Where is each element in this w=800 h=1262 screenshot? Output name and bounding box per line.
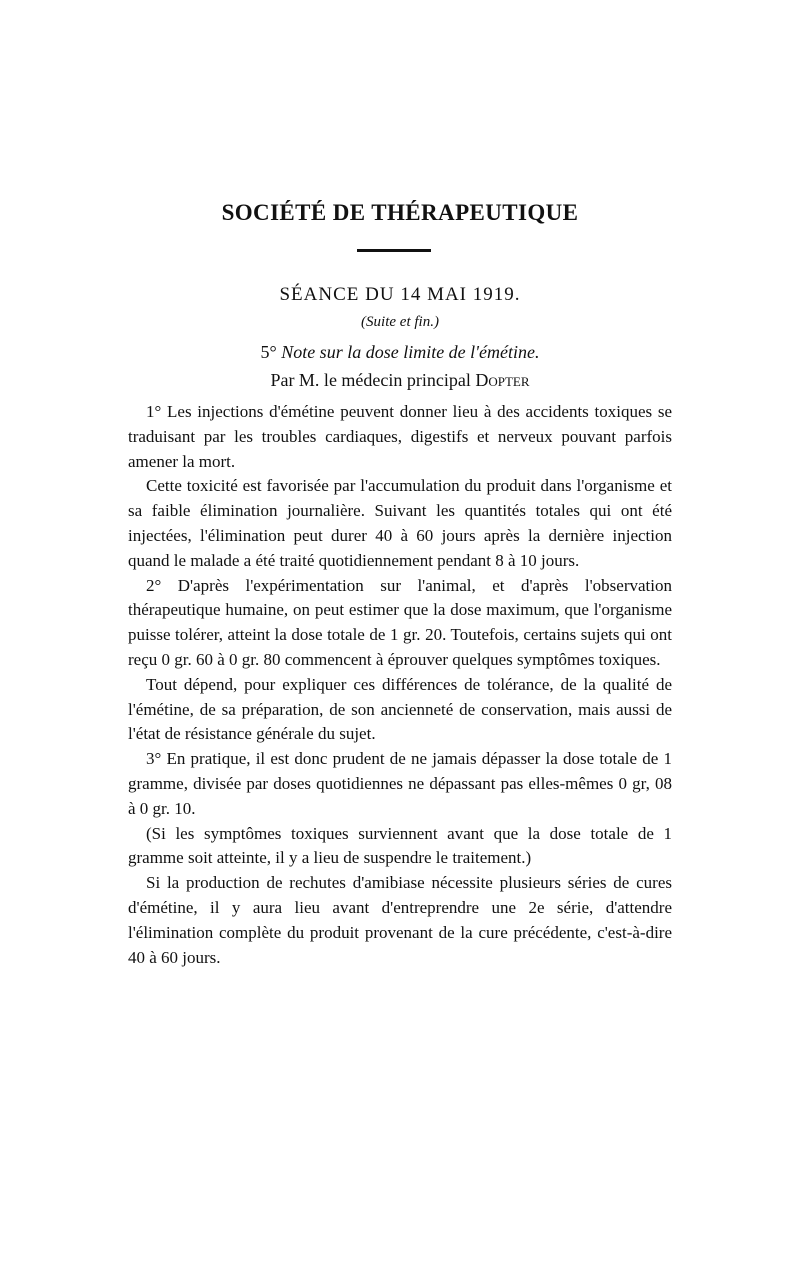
- paragraph-5: 3° En pratique, il est donc prudent de ne jamais dépasser la dose totale de 1 gramme, divisée par doses quotidiennes ne dépassant pas elles-mêmes 0 gr, 08 à 0 gr. 10.: [128, 749, 672, 818]
- author-name: Dopter: [475, 370, 530, 390]
- paragraph-3: 2° D'après l'expérimentation sur l'animal, et d'après l'observation thérapeutique humaine, on peut estimer que la dose maximum, que l'organisme puisse tolérer, atteint la dose totale de 1 gr. 20. Toutefois, certains sujets qui ont reçu 0 gr. 60 à 0 gr. 80 commencent à éprouver quelques symptômes toxiques.: [128, 575, 672, 669]
- page-heading: SOCIÉTÉ DE THÉRAPEUTIQUE: [221, 200, 579, 225]
- paragraph-2: Cette toxicité est favorisée par l'accumulation du produit dans l'organisme et sa faible élimination journalière. Suivant les quantités totales qui ont été injectées, l'élimination peut durer 40 à 60 jours après la dernière injection quand le malade a été traité quotidiennement pendant 8 à 10 jours.: [128, 476, 672, 570]
- session-date: SÉANCE DU 14 MAI 1919.: [279, 284, 521, 305]
- paragraph-1: 1° Les injections d'émétine peuvent donner lieu à des accidents toxiques se traduisant par les troubles cardiaques, digestifs et nerveux pouvant parfois amener la mort.: [128, 402, 672, 471]
- paragraph-7: Si la production de rechutes d'amibiase nécessite plusieurs séries de cures d'émétine, il y aura lieu avant d'entreprendre une 2e série, d'attendre l'élimination complète du produit provenant de la cure précédente, c'est-à-dire 40 à 60 jours.: [128, 873, 672, 967]
- note-title: [0, 342, 800, 363]
- heading-divider: [357, 249, 431, 252]
- author-line: [0, 370, 800, 391]
- continuation-note: (Suite et fin.): [361, 314, 439, 330]
- article-body: [128, 400, 672, 970]
- paragraph-4: Tout dépend, pour expliquer ces différences de tolérance, de la qualité de l'émétine, de sa préparation, de son ancienneté de conservation, mais aussi de l'état de résistance générale du sujet.: [128, 674, 672, 744]
- note-number: 5°: [260, 342, 277, 362]
- author-prefix: Par M. le médecin principal: [270, 370, 471, 390]
- paragraph-6: (Si les symptômes toxiques surviennent avant que la dose totale de 1 gramme soit atteinte, il y a lieu de suspendre le traitement.): [128, 823, 672, 868]
- note-title-text: Note sur la dose limite de l'émétine.: [281, 342, 540, 362]
